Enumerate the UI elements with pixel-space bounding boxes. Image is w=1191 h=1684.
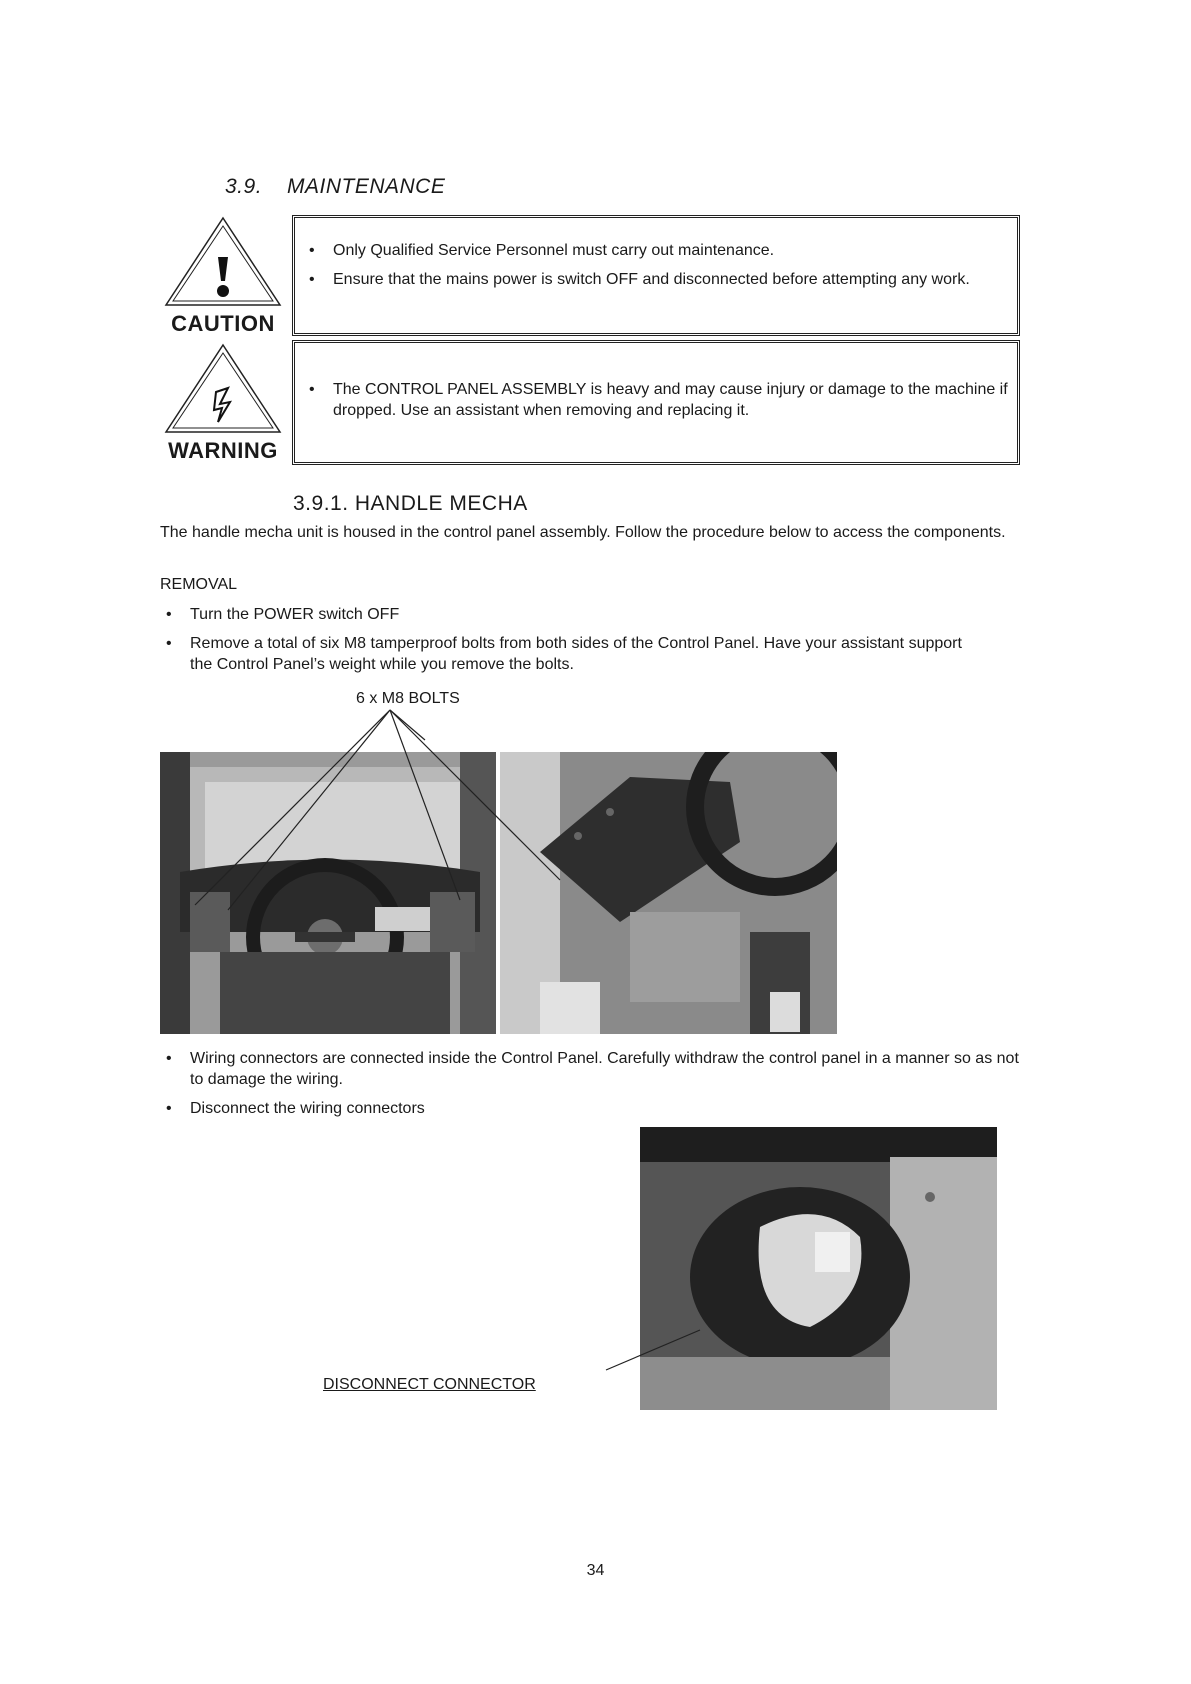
page-number: 34 — [586, 1562, 605, 1579]
subsection-title: 3.9.1. HANDLE MECHA — [293, 492, 528, 515]
cabinet-front-photo — [160, 752, 496, 1034]
intro-paragraph: The handle mecha unit is housed in the control panel assembly. Follow the procedure below to access the components. — [160, 524, 1006, 541]
connector-callout: DISCONNECT CONNECTOR — [323, 1376, 536, 1393]
control-panel-side-photo — [500, 752, 837, 1034]
removal-label: REMOVAL — [160, 576, 238, 593]
caution-sign — [160, 215, 286, 335]
steps-list-2 — [160, 1048, 1020, 1127]
list-item: • Turn the POWER switch OFF — [160, 604, 980, 625]
section-title: MAINTENANCE — [287, 175, 446, 198]
list-item: • Remove a total of six M8 tamperproof bolts from both sides of the Control Panel. Have your assistant support the Control Panel’s weight while you remove the bolts. — [160, 633, 980, 675]
connector-photo — [640, 1127, 997, 1410]
warning-sign — [160, 342, 286, 462]
warning-label: WARNING — [168, 438, 278, 463]
lightning-triangle-icon — [160, 342, 286, 437]
section-heading — [225, 175, 445, 199]
bolts-callout: 6 x M8 BOLTS — [356, 690, 460, 707]
exclamation-triangle-icon — [160, 215, 286, 310]
list-item: • Disconnect the wiring connectors — [160, 1098, 1020, 1119]
warning-box — [292, 340, 1020, 465]
caution-label: CAUTION — [171, 311, 275, 336]
caution-item: • Ensure that the mains power is switch OFF and disconnected before attempting any work. — [295, 269, 1017, 290]
caution-box — [292, 215, 1020, 336]
caution-item: • Only Qualified Service Personnel must carry out maintenance. — [295, 240, 1017, 261]
list-item: • Wiring connectors are connected inside the Control Panel. Carefully withdraw the control panel in a manner so as not to damage the wiring. — [160, 1048, 1020, 1090]
section-number: 3.9. — [225, 175, 263, 198]
steps-list-1 — [160, 604, 980, 683]
warning-item: • The CONTROL PANEL ASSEMBLY is heavy and may cause injury or damage to the machine if dropped. Use an assistant when removing and replacing it. — [295, 379, 1017, 421]
